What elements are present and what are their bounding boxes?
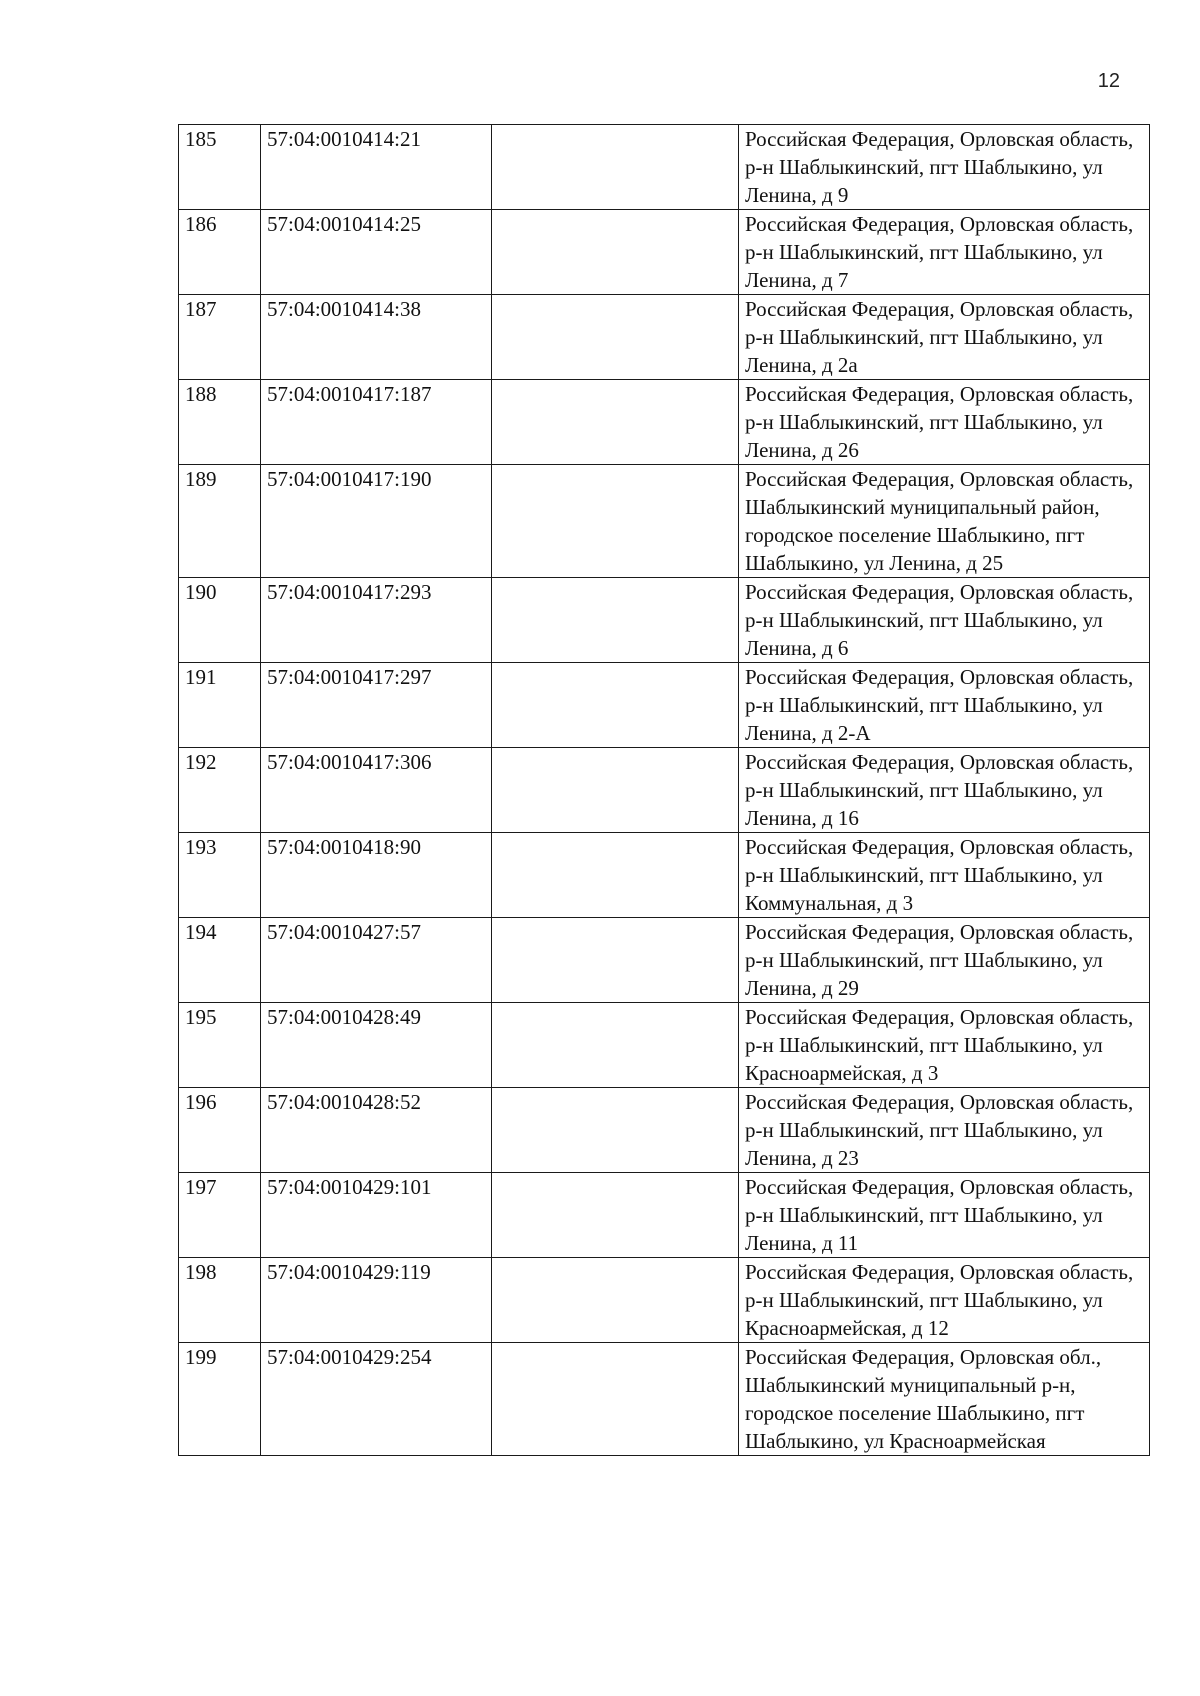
table-row (179, 1003, 1150, 1088)
address-cell: Российская Федерация, Орловская область, р-н Шаблыкинский, пгт Шаблыкино, ул Ленина, д 29 (739, 918, 1150, 1003)
row-number: 188 (179, 380, 261, 465)
row-number: 189 (179, 465, 261, 578)
address-cell: Российская Федерация, Орловская область, р-н Шаблыкинский, пгт Шаблыкино, ул Ленина, д 2-А (739, 663, 1150, 748)
table-row (179, 578, 1150, 663)
row-number: 193 (179, 833, 261, 918)
row-number: 192 (179, 748, 261, 833)
note-cell (492, 295, 739, 380)
cadastral-number: 57:04:0010417:306 (261, 748, 492, 833)
row-number: 199 (179, 1343, 261, 1456)
address-cell: Российская Федерация, Орловская область, р-н Шаблыкинский, пгт Шаблыкино, ул Ленина, д 2а (739, 295, 1150, 380)
note-cell (492, 663, 739, 748)
address-cell: Российская Федерация, Орловская область, Шаблыкинский муниципальный район, городское поселение Шаблыкино, пгт Шаблыкино, ул Ленина, д 25 (739, 465, 1150, 578)
cadastral-number: 57:04:0010414:38 (261, 295, 492, 380)
cadastral-number: 57:04:0010429:101 (261, 1173, 492, 1258)
note-cell (492, 833, 739, 918)
row-number: 186 (179, 210, 261, 295)
row-number: 195 (179, 1003, 261, 1088)
table-row (179, 1343, 1150, 1456)
cadastral-number: 57:04:0010429:119 (261, 1258, 492, 1343)
note-cell (492, 918, 739, 1003)
address-cell: Российская Федерация, Орловская область, р-н Шаблыкинский, пгт Шаблыкино, ул Коммунальная, д 3 (739, 833, 1150, 918)
table-row (179, 295, 1150, 380)
table-row (179, 210, 1150, 295)
cadastral-number: 57:04:0010428:49 (261, 1003, 492, 1088)
note-cell (492, 125, 739, 210)
table-row (179, 663, 1150, 748)
table-row (179, 918, 1150, 1003)
address-cell: Российская Федерация, Орловская область, р-н Шаблыкинский, пгт Шаблыкино, ул Красноармейская, д 3 (739, 1003, 1150, 1088)
address-cell: Российская Федерация, Орловская область, р-н Шаблыкинский, пгт Шаблыкино, ул Ленина, д 26 (739, 380, 1150, 465)
page-number: 12 (1097, 70, 1120, 92)
row-number: 194 (179, 918, 261, 1003)
row-number: 185 (179, 125, 261, 210)
address-cell: Российская Федерация, Орловская область, р-н Шаблыкинский, пгт Шаблыкино, ул Ленина, д 16 (739, 748, 1150, 833)
cadastral-number: 57:04:0010429:254 (261, 1343, 492, 1456)
cadastral-number: 57:04:0010417:190 (261, 465, 492, 578)
cadastral-number: 57:04:0010418:90 (261, 833, 492, 918)
cadastral-number: 57:04:0010417:297 (261, 663, 492, 748)
cadastral-number: 57:04:0010427:57 (261, 918, 492, 1003)
address-cell: Российская Федерация, Орловская область, р-н Шаблыкинский, пгт Шаблыкино, ул Ленина, д 9 (739, 125, 1150, 210)
address-cell: Российская Федерация, Орловская обл., Шаблыкинский муниципальный р-н, городское поселение Шаблыкино, пгт Шаблыкино, ул Красноармейская (739, 1343, 1150, 1456)
table-row (179, 748, 1150, 833)
table-row (179, 380, 1150, 465)
address-cell: Российская Федерация, Орловская область, р-н Шаблыкинский, пгт Шаблыкино, ул Ленина, д 23 (739, 1088, 1150, 1173)
row-number: 191 (179, 663, 261, 748)
row-number: 196 (179, 1088, 261, 1173)
row-number: 197 (179, 1173, 261, 1258)
table-row (179, 1088, 1150, 1173)
table-row (179, 1258, 1150, 1343)
table-row (179, 833, 1150, 918)
note-cell (492, 210, 739, 295)
row-number: 198 (179, 1258, 261, 1343)
table-row (179, 1173, 1150, 1258)
row-number: 187 (179, 295, 261, 380)
note-cell (492, 1343, 739, 1456)
registry-table (178, 124, 1150, 1456)
note-cell (492, 380, 739, 465)
registry-table-body (179, 125, 1150, 1456)
address-cell: Российская Федерация, Орловская область, р-н Шаблыкинский, пгт Шаблыкино, ул Красноармейская, д 12 (739, 1258, 1150, 1343)
cadastral-number: 57:04:0010414:25 (261, 210, 492, 295)
address-cell: Российская Федерация, Орловская область, р-н Шаблыкинский, пгт Шаблыкино, ул Ленина, д 6 (739, 578, 1150, 663)
note-cell (492, 1003, 739, 1088)
note-cell (492, 1173, 739, 1258)
note-cell (492, 748, 739, 833)
row-number: 190 (179, 578, 261, 663)
note-cell (492, 578, 739, 663)
table-row (179, 465, 1150, 578)
address-cell: Российская Федерация, Орловская область, р-н Шаблыкинский, пгт Шаблыкино, ул Ленина, д 7 (739, 210, 1150, 295)
cadastral-number: 57:04:0010417:187 (261, 380, 492, 465)
note-cell (492, 465, 739, 578)
table-row (179, 125, 1150, 210)
cadastral-number: 57:04:0010414:21 (261, 125, 492, 210)
cadastral-number: 57:04:0010428:52 (261, 1088, 492, 1173)
note-cell (492, 1258, 739, 1343)
cadastral-number: 57:04:0010417:293 (261, 578, 492, 663)
note-cell (492, 1088, 739, 1173)
address-cell: Российская Федерация, Орловская область, р-н Шаблыкинский, пгт Шаблыкино, ул Ленина, д 11 (739, 1173, 1150, 1258)
